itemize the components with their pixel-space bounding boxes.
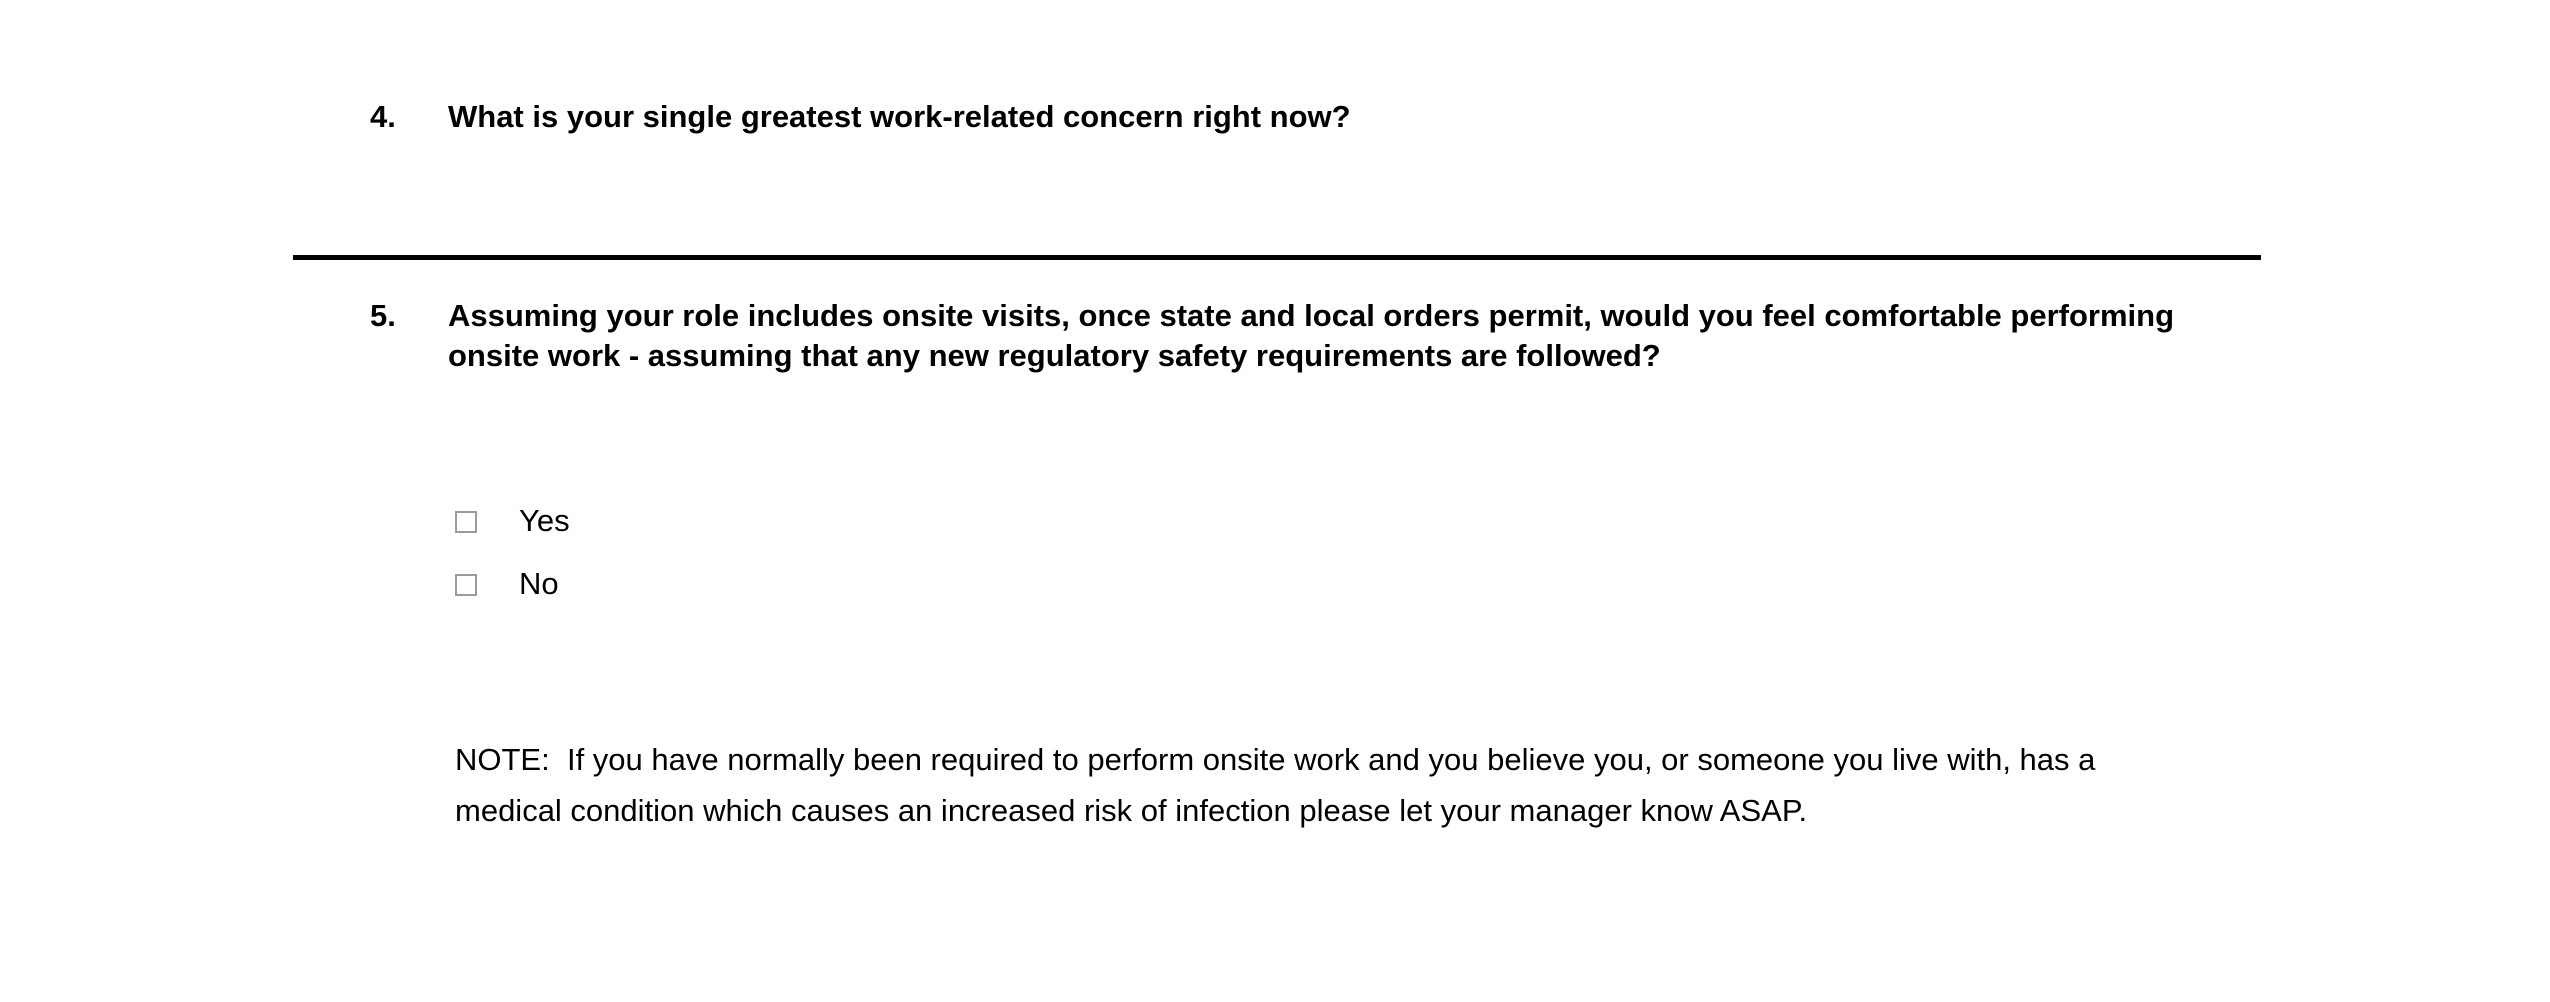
option-no[interactable] bbox=[455, 553, 570, 616]
option-yes[interactable] bbox=[455, 490, 570, 553]
horizontal-rule bbox=[293, 255, 2261, 260]
question-4-number: 4. bbox=[370, 99, 396, 134]
note-paragraph: NOTE: If you have normally been required to perform onsite work and you believe you, or someone you live with, has a medical condition which causes an increased risk of infection please let your manager know ASAP. bbox=[455, 742, 2105, 828]
question-5-number: 5. bbox=[370, 298, 396, 333]
checkbox-icon[interactable] bbox=[455, 574, 477, 596]
question-5-options bbox=[455, 490, 570, 616]
question-4 bbox=[370, 97, 2330, 137]
question-4-text: What is your single greatest work-related concern right now? bbox=[448, 99, 1351, 134]
checkbox-icon[interactable] bbox=[455, 511, 477, 533]
option-yes-label: Yes bbox=[519, 502, 570, 538]
question-5-text: Assuming your role includes onsite visits, once state and local orders permit, would you feel comfortable performing onsite work - assuming that any new regulatory safety requirements are followed? bbox=[448, 298, 2175, 373]
question-5 bbox=[370, 296, 2230, 375]
option-no-label: No bbox=[519, 565, 559, 601]
